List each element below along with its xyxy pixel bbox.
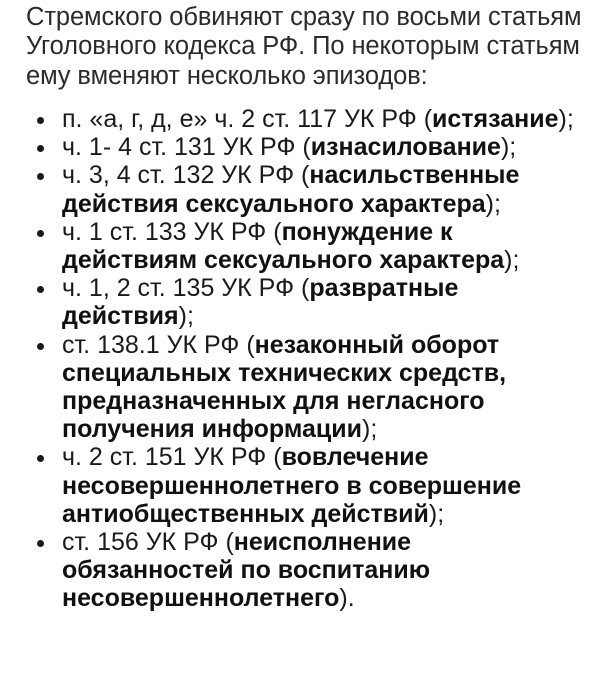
article-reference: ч. 1, 2 ст. 135 УК РФ (: [62, 274, 310, 303]
punctuation: );: [485, 189, 501, 218]
bullet-icon: [37, 540, 44, 547]
charge-name: незаконный оборот специальных технических средств, предназначенных для негласного получения информации: [62, 330, 507, 444]
bullet-icon: [37, 145, 44, 152]
charge-name: вовлечение несовершеннолетнего в совершение антиобщественных действий: [62, 443, 522, 528]
bullet-icon: [37, 286, 44, 293]
punctuation: );: [500, 133, 517, 162]
punctuation: );: [558, 104, 574, 133]
list-item: [26, 528, 585, 613]
article-reference: ч. 3, 4 ст. 132 УК РФ (: [62, 161, 310, 190]
bullet-icon: [37, 173, 44, 180]
punctuation: );: [504, 245, 520, 274]
article-reference: ч. 1 ст. 133 УК РФ (: [62, 217, 282, 246]
punctuation: );: [178, 302, 194, 331]
list-item: [26, 105, 585, 133]
list-item: [26, 274, 585, 330]
bullet-icon: [37, 455, 44, 462]
bullet-icon: [37, 117, 44, 124]
charge-name: истязание: [432, 104, 559, 133]
charge-name: развратные действия: [62, 274, 459, 331]
punctuation: );: [362, 415, 378, 444]
punctuation: ).: [339, 584, 355, 613]
article-reference: п. «а, г, д, е» ч. 2 ст. 117 УК РФ (: [62, 104, 433, 133]
bullet-icon: [37, 343, 44, 350]
list-item: [26, 161, 585, 217]
charges-list: [26, 105, 585, 613]
bullet-icon: [37, 230, 44, 237]
charge-name: насильственные действия сексуального характера: [62, 161, 520, 218]
intro-paragraph: Стремского обвиняют сразу по восьми статьям Уголовного кодекса РФ. По некоторым статьям ему вменяют несколько эпизодов:: [26, 3, 582, 90]
list-item: [26, 443, 585, 528]
article-reference: ст. 138.1 УК РФ (: [62, 330, 255, 359]
list-item: [26, 331, 585, 444]
charge-name: неисполнение обязанностей по воспитанию несовершеннолетнего: [62, 527, 431, 613]
article-reference: ч. 2 ст. 151 УК РФ (: [62, 443, 282, 472]
punctuation: );: [428, 499, 445, 528]
list-item: [26, 133, 585, 161]
article-reference: ч. 1- 4 ст. 131 УК РФ (: [62, 133, 311, 162]
list-item: [26, 218, 585, 274]
article-reference: ст. 156 УК РФ (: [62, 527, 234, 556]
charge-name: понуждение к действиям сексуального характера: [62, 217, 505, 274]
charge-name: изнасилование: [310, 133, 501, 162]
